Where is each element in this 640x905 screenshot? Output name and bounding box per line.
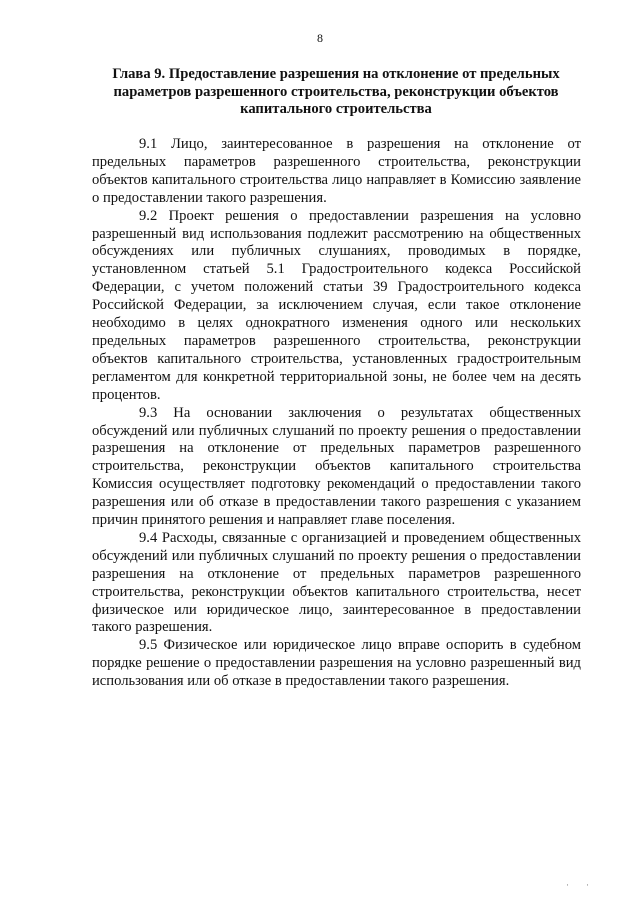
paragraph-9-1: 9.1 Лицо, заинтересованное в разрешения на отклонение от предельных параметров разрешенного строительства, реконструкции объектов капитального строительства лицо направляет в Комиссию заявление о предоставлении такого разрешения. — [92, 136, 581, 206]
scan-artifact: · — [566, 880, 569, 890]
paragraph-9-2: 9.2 Проект решения о предоставлении разрешения на условно разрешенный вид использования подлежит рассмотрению на общественных обсуждениях или публичных слушаниях, проводимых в порядке, установленном статьей 5.1 Градостроительного кодекса Российской Федерации, с учетом положений статьи 39 Градостроительного кодекса Российской Федерации, за исключением случая, если такое отклонение необходимо в целях однократного изменения одного или нескольких предельных параметров разрешенного строительства, реконструкции объектов капитального строительства, установленных градостроительным регламентом для конкретной территориальной зоны, не более чем на десять процентов. — [92, 207, 581, 403]
paragraph-9-4: 9.4 Расходы, связанные с организацией и проведением общественных обсуждений или публичных слушаний по проекту решения о предоставлении разрешения на отклонение от предельных параметров разрешенного строительства, реконструкции объектов капитального строительства, несет физическое или юридическое лицо, заинтересованное в предоставлении такого разрешения. — [92, 529, 581, 636]
document-body — [92, 136, 581, 691]
chapter-title: Глава 9. Предоставление разрешения на отклонение от предельных параметров разрешенного строительства, реконструкции объектов капитального строительства — [112, 66, 560, 117]
paragraph-9-5: 9.5 Физическое или юридическое лицо вправе оспорить в судебном порядке решение о предоставлении разрешения на условно разрешенный вид использования или об отказе в предоставлении такого разрешения. — [92, 637, 581, 690]
paragraph-9-3: 9.3 На основании заключения о результатах общественных обсуждений или публичных слушаний по проекту решения о предоставлении разрешения на отклонение от предельных параметров разрешенного строительства, реконструкции объектов капитального строительства Комиссия осуществляет подготовку рекомендаций о предоставлении такого разрешения или об отказе в предоставлении такого разрешения с указанием причин принятого решения и направляет главе поселения. — [92, 404, 581, 529]
scan-artifact: · — [586, 880, 589, 890]
page-number: 8 — [317, 31, 323, 45]
